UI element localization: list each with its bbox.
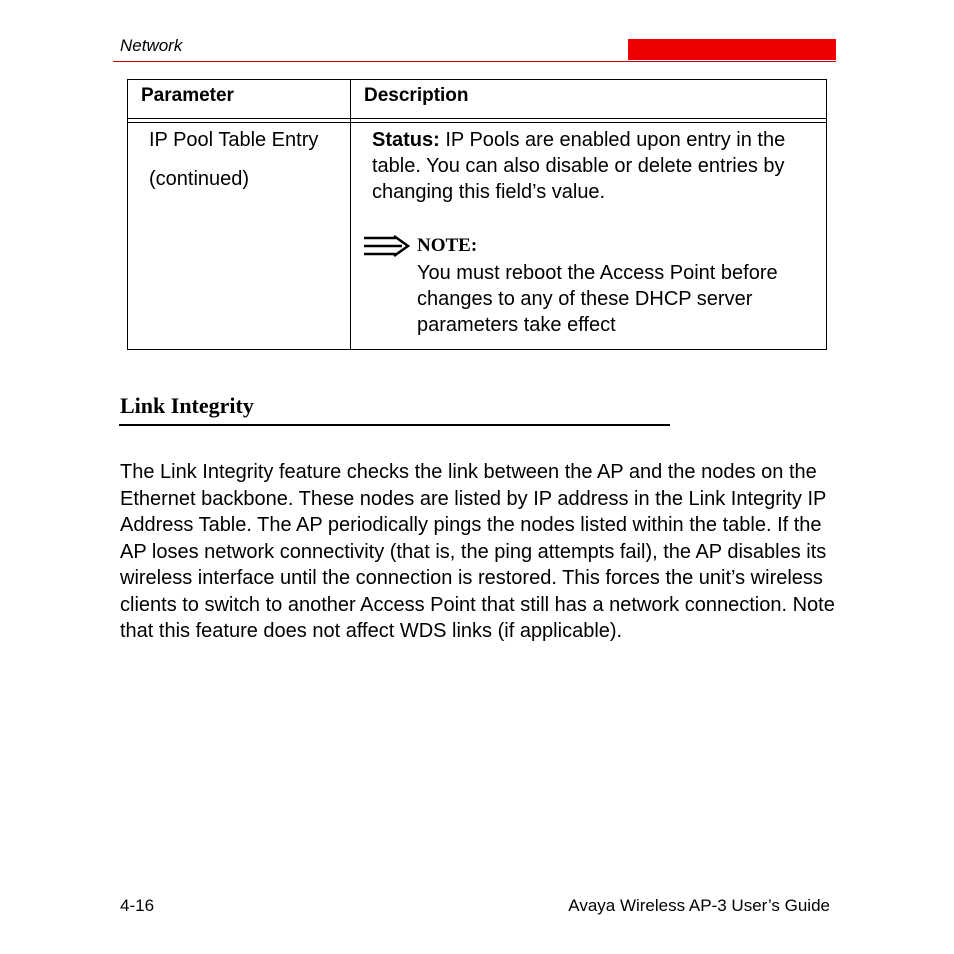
status-description (372, 127, 812, 205)
page-number: 4-16 (120, 896, 155, 915)
header-red-bar (628, 39, 836, 60)
guide-title: Avaya Wireless AP-3 User’s Guide (568, 896, 830, 915)
column-divider (350, 80, 351, 349)
parameter-name: IP Pool Table Entry (149, 129, 319, 151)
note-pencil-icon (362, 234, 412, 258)
column-header-parameter: Parameter (141, 85, 234, 106)
header-rule-top (128, 118, 826, 119)
status-label: Status: (372, 129, 440, 151)
note-label: NOTE: (417, 235, 478, 256)
section-heading-rule (119, 424, 670, 426)
column-header-description: Description (364, 85, 469, 106)
header-title: Network (120, 36, 183, 55)
header-rule-bottom (128, 122, 826, 123)
header-rule (113, 61, 836, 62)
parameter-continued: (continued) (149, 168, 250, 190)
section-heading: Link Integrity (120, 393, 254, 418)
status-text: IP Pools are enabled upon entry in the table. You can also disable or delete entries by changing this field’s value. (372, 129, 786, 203)
note-text: You must reboot the Access Point before changes to any of these DHCP server parameters take effect (417, 262, 778, 336)
parameter-table (127, 79, 827, 350)
body-paragraph: The Link Integrity feature checks the link between the AP and the nodes on the Ethernet backbone. These nodes are listed by IP address in the Link Integrity IP Address Table. The AP periodically pings the nodes listed within the table. If the AP loses network connectivity (that is, the ping attempts fail), the AP disables its wireless interface until the connection is restored. This forces the unit’s wireless clients to switch to another Access Point that still has a network connection. Note that this feature does not affect WDS links (if applicable). (120, 461, 835, 642)
